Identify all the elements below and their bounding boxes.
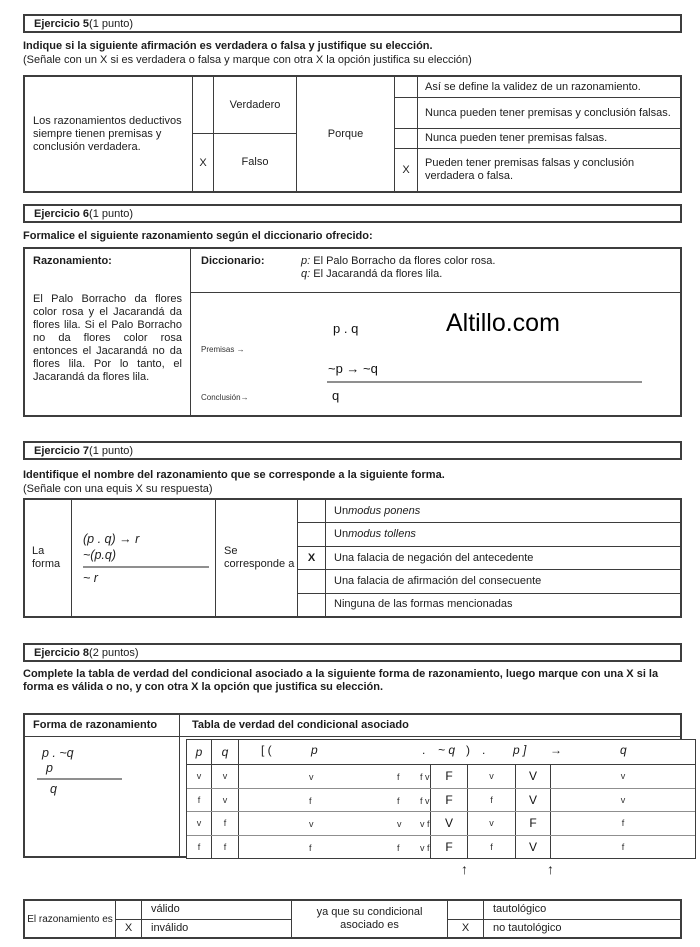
- exercise5-falso-row: [193, 134, 296, 191]
- exercise7-formula-cell: [72, 500, 216, 616]
- exercise6-formalization-area: [191, 293, 680, 415]
- valido-checkbox: [116, 901, 142, 919]
- exercise8-instruction: Complete la tabla de verdad del condicional asociado a la siguiente forma de razonamiento, luego marque con una X si la forma es válida o no, y con otra X la opción que justifica su elección.: [23, 668, 659, 693]
- exercise7-option4-checkbox: [298, 570, 326, 592]
- exercise5-option-row: [395, 77, 680, 98]
- exercise7-option1-checkbox: [298, 500, 326, 522]
- formula-seg-p: p: [311, 743, 318, 757]
- forma-line3: q: [50, 782, 57, 796]
- exercise5-option1-checkbox: [395, 77, 418, 97]
- option3-prefix: Una falacia de negación del antecedente: [334, 551, 534, 564]
- formula-seg-close: ): [466, 743, 470, 757]
- premisas-label: Premisas →: [201, 345, 245, 354]
- exercise7-option3-checkbox: X: [298, 547, 326, 569]
- formula-seg-p2: p ]: [513, 743, 527, 757]
- inference-line: [327, 381, 642, 383]
- exercise6-points: (1 punto): [89, 207, 134, 220]
- truth-table-col-q: q: [212, 740, 239, 764]
- exercise5-instruction: Indique si la siguiente afirmación es verdadera o falsa y justifique su elección.: [23, 40, 433, 52]
- tt-r1-cond: V: [516, 765, 551, 788]
- validity-column: [116, 901, 292, 937]
- exercise5-option-row: [395, 98, 680, 129]
- exercise8-title: Ejercicio 8: [34, 646, 90, 659]
- truth-table-col-p: p: [187, 740, 212, 764]
- exercise7-option5-checkbox: [298, 594, 326, 616]
- tt-r3-qf: f: [621, 818, 625, 829]
- tt-r4-q: f: [212, 836, 239, 859]
- exercise7-option-row: [298, 500, 680, 523]
- option1-prefix: Un: [334, 504, 349, 517]
- tt-r1-a: v: [309, 772, 314, 782]
- option2-prefix: Un: [334, 528, 349, 541]
- tt-r2-q: v: [212, 789, 239, 812]
- valido-row: [116, 901, 291, 920]
- truth-table-header-row: [187, 740, 695, 765]
- ya-que-cell: ya que su condicional asociado es: [292, 901, 448, 937]
- up-arrow-conjunction: ↑: [461, 861, 468, 877]
- exercise5-falso-checkbox: X: [193, 134, 214, 191]
- formula-seg-arrow: →: [550, 743, 562, 757]
- forma-razonamiento-header: Forma de razonamiento: [25, 715, 180, 736]
- tt-r3-q: f: [212, 812, 239, 835]
- no-tautologico-checkbox: X: [448, 920, 484, 938]
- exercise6-right-column: [191, 249, 680, 415]
- tt-r2-a: f: [309, 795, 312, 806]
- exercise5-truefalse-column: [193, 77, 297, 191]
- exercise5-instruction-note: (Señale con un X si es verdadera o falsa y marque con otra X la opción justifica su elección): [23, 54, 472, 66]
- exercise5-option-row: [395, 129, 680, 149]
- exercise5-statement-cell: [25, 77, 193, 191]
- exercise5-statement: Los razonamientos deductivos siempre tienen premisas y conclusión verdadera.: [33, 114, 182, 153]
- formula-line2: ~(p.q): [83, 548, 209, 568]
- truth-table-formula-header: [239, 740, 695, 764]
- exercise7-points: (1 punto): [89, 444, 134, 457]
- exercise5-option4-checkbox: X: [395, 149, 418, 191]
- exercise7-option1-text: [326, 500, 680, 522]
- exercise7-header-box: [23, 441, 682, 460]
- diccionario-q-text: El Jacarandá da flores lila.: [310, 268, 443, 280]
- exercise6-diccionario-row: [191, 249, 680, 293]
- tt-r4-b: f: [397, 842, 400, 853]
- tt-r2-qf: v: [620, 794, 626, 805]
- tt-r3-cond: F: [516, 812, 551, 835]
- tt-r4-wide: [239, 836, 431, 859]
- invalido-checkbox: X: [116, 920, 142, 938]
- exercise5-option2-checkbox: [395, 98, 418, 128]
- exercise5-porque-cell: Porque: [297, 77, 395, 191]
- exercise7-option2-checkbox: [298, 523, 326, 545]
- premisa1-formula: p . q: [333, 321, 359, 336]
- diccionario-q-var: q:: [301, 268, 311, 280]
- formula-seg-q: q: [620, 743, 627, 757]
- tt-r1-b: f: [397, 772, 400, 782]
- exercise8-table-body: [25, 737, 680, 856]
- diccionario-p-var: p:: [301, 255, 311, 267]
- exercise8-header-box: [23, 643, 682, 662]
- exercise8-points: (2 puntos): [89, 646, 139, 659]
- option5-prefix: Ninguna de las formas mencionadas: [334, 598, 513, 611]
- razonamiento-es-cell: El razonamiento es: [25, 901, 116, 937]
- no-tautologico-row: [448, 920, 680, 938]
- invalido-label: inválido: [151, 921, 189, 934]
- tt-r2-b: f: [397, 795, 400, 806]
- razonamiento-text: El Palo Borracho da flores color rosa y el Jacarandá da flores lila. Si el Palo Borracho no da flores color rosa entonces el Jacarandá no da flores lila. Por lo tanto, el Jacarandá da flores lila.: [33, 293, 182, 383]
- diccionario-entries: [301, 255, 495, 292]
- tt-r1-p: v: [187, 765, 212, 788]
- tt-r4-c: v f: [420, 842, 430, 853]
- exercise6-razonamiento-cell: [25, 249, 191, 415]
- tt-r2-c: f v: [420, 795, 430, 806]
- exercise5-verdadero-row: [193, 77, 296, 134]
- formula-seg-dot1: .: [422, 743, 426, 757]
- exercise7-option5-text: [326, 594, 680, 616]
- la-forma-cell: La forma: [25, 500, 72, 616]
- exercise7-instruction: Identifique el nombre del razonamiento que se corresponde a la siguiente forma.: [23, 469, 445, 481]
- tt-r1-conj: F: [431, 765, 468, 788]
- exercise7-table: [23, 498, 682, 618]
- tt-r3-c: v f: [420, 819, 430, 829]
- valido-label: válido: [151, 903, 180, 916]
- truth-table-area: [180, 737, 680, 856]
- no-tautologico-label: no tautológico: [493, 921, 562, 934]
- exercise7-option-row: [298, 594, 680, 616]
- tt-r4-p2: f: [468, 836, 516, 859]
- exercise5-option3-text: Nunca pueden tener premisas falsas.: [425, 132, 608, 144]
- forma-razonamiento-cell: [25, 737, 180, 856]
- tt-r3-p2: v: [468, 812, 516, 835]
- tt-r3-a: v: [309, 819, 314, 829]
- exercise5-table: [23, 75, 682, 193]
- formula-seg-open: [ (: [261, 743, 272, 757]
- exercise5-header-box: [23, 14, 682, 33]
- diccionario-entry-q: [301, 268, 495, 281]
- formula-seg-notq: ~ q: [438, 743, 456, 757]
- tt-r3-wide: [239, 812, 431, 835]
- exercise8-validity-table: [23, 899, 682, 939]
- tt-r1-wide: [239, 765, 431, 788]
- exercise5-title: Ejercicio 5: [34, 17, 90, 30]
- invalido-row: [116, 920, 291, 938]
- conclusion-formula: q: [332, 388, 340, 403]
- premisa2-formula: ~p → ~q: [328, 361, 378, 376]
- exercise7-option2-text: [326, 523, 680, 545]
- truth-table-row: [187, 765, 695, 789]
- formula-seg-dot2: .: [482, 743, 486, 757]
- exercise6-instruction: Formalice el siguiente razonamiento según el diccionario ofrecido:: [23, 230, 373, 242]
- tt-r3-conj: V: [431, 812, 468, 835]
- tautologico-label: tautológico: [493, 903, 547, 916]
- exercise6-header-box: [23, 204, 682, 223]
- up-arrow-conditional: ↑: [547, 861, 554, 877]
- diccionario-entry-p: [301, 255, 495, 268]
- exercise7-instruction-note: (Señale con una equis X su respuesta): [23, 483, 213, 495]
- tt-r2-conj: F: [431, 789, 468, 812]
- exercise7-option-row: [298, 547, 680, 570]
- exercise5-verdadero-label: Verdadero: [229, 98, 281, 111]
- exercise8-table: [23, 713, 682, 858]
- exercise5-option2-text: Nunca pueden tener premisas y conclusión falsas.: [425, 106, 671, 119]
- conclusion-label: Conclusión→: [201, 393, 249, 402]
- option4-prefix: Una falacia de afirmación del consecuente: [334, 574, 542, 587]
- forma-line2: p: [37, 761, 122, 780]
- exercise7-option-row: [298, 523, 680, 546]
- tt-r3-p: v: [187, 812, 212, 835]
- tautology-column: [448, 901, 680, 937]
- tt-r2-p2: f: [468, 789, 516, 812]
- option1-italic: modus ponens: [348, 504, 421, 517]
- truth-table-row: [187, 812, 695, 836]
- tt-r1-q: v: [212, 765, 239, 788]
- diccionario-p-text: El Palo Borracho da flores color rosa.: [310, 255, 496, 267]
- exercise7-option3-text: [326, 547, 680, 569]
- tt-r2-p: f: [187, 789, 212, 812]
- tt-r1-p2: v: [468, 765, 516, 788]
- tt-r4-p: f: [187, 836, 212, 859]
- forma-line1: p . ~q: [42, 746, 74, 760]
- tautologico-row: [448, 901, 680, 920]
- tt-r3-b: v: [397, 819, 402, 829]
- exercise5-verdadero-checkbox: [193, 77, 214, 133]
- exercise7-option-row: [298, 570, 680, 593]
- diccionario-label: Diccionario:: [201, 255, 265, 267]
- tt-r2-cond: V: [516, 789, 551, 812]
- tautologico-checkbox: [448, 901, 484, 919]
- exercise7-title: Ejercicio 7: [34, 444, 90, 457]
- truth-table: [186, 739, 696, 859]
- tabla-verdad-header: Tabla de verdad del condicional asociado: [192, 719, 409, 731]
- tt-r4-cond: V: [516, 836, 551, 859]
- exercise5-falso-label: Falso: [241, 156, 269, 168]
- tt-r2-wide: [239, 789, 431, 812]
- exercise5-points: (1 punto): [89, 17, 134, 30]
- tt-r1-c: f v: [420, 772, 430, 782]
- altillo-watermark: Altillo.com: [446, 309, 560, 337]
- exercise7-option4-text: [326, 570, 680, 592]
- exercise5-option4-text: Pueden tener premisas falsas y conclusión verdadera o falsa.: [425, 157, 635, 182]
- option2-italic: modus tollens: [348, 528, 416, 541]
- tt-r4-conj: F: [431, 836, 468, 859]
- exercise8-table-header-row: [25, 715, 680, 737]
- exercise6-table: [23, 247, 682, 417]
- tt-r4-qf: f: [621, 841, 625, 852]
- truth-table-row: [187, 789, 695, 813]
- exercise5-option-row: [395, 149, 680, 191]
- truth-table-row: [187, 836, 695, 859]
- exercise6-title: Ejercicio 6: [34, 207, 90, 220]
- tt-r4-a: f: [309, 842, 312, 853]
- formula-line1: (p . q) → r: [83, 531, 140, 546]
- exercise5-option1-text: Así se define la validez de un razonamiento.: [425, 80, 641, 93]
- exercise7-options-column: [298, 500, 680, 616]
- tt-r1-qf: v: [620, 771, 626, 782]
- formula-line3: ~ r: [83, 570, 98, 585]
- exercise5-option3-checkbox: [395, 129, 418, 148]
- razonamiento-label: Razonamiento:: [33, 255, 112, 267]
- exercise5-options-column: [395, 77, 680, 191]
- se-corresponde-cell: Se corresponde a: [216, 500, 298, 616]
